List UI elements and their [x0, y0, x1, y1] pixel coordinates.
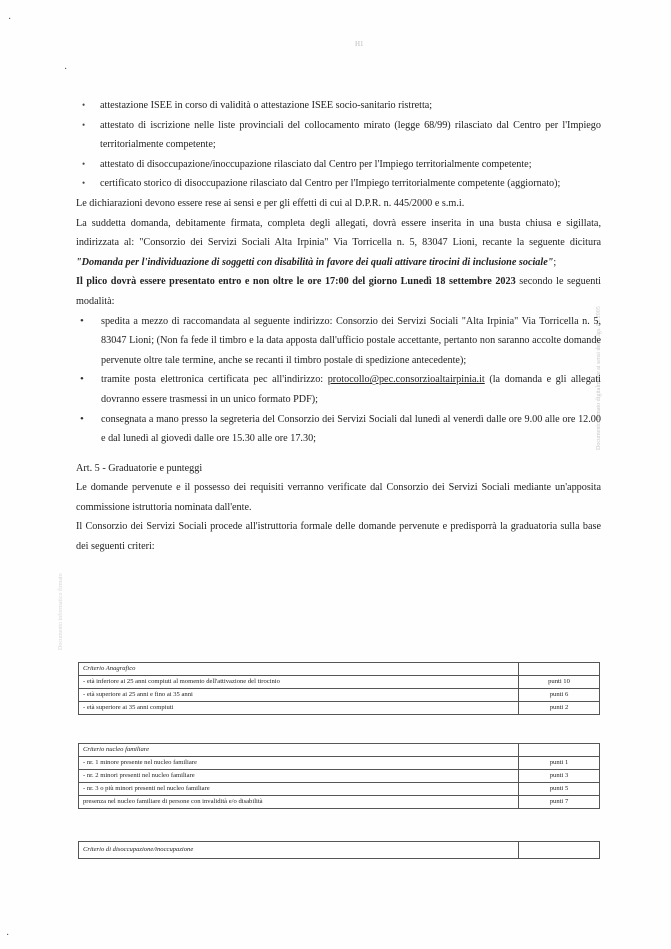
- paragraph-busta: La suddetta domanda, debitamente firmata, completa degli allegati, dovrà essere inserita in una busta chiusa e sigillata, indirizzata al: "Consorzio dei Servizi Sociali Alta Irpinia" Via Torricella n. 5, 83047 Lioni, recante la seguente dicitura "Domanda per l'individuazione di soggetti con disabilità in favore dei quali attivare tirocini di inclusione sociale";: [76, 217, 601, 268]
- table-row: - età superiore ai 35 anni compiuti punti 2: [79, 702, 600, 715]
- bullet-icon: •: [82, 158, 86, 169]
- bullet-icon: •: [82, 178, 86, 189]
- paragraph-dpr: Le dichiarazioni devono essere rese ai sensi e per gli effetti di cui al D.P.R. n. 445/2000 e s.m.i.: [76, 197, 465, 209]
- list-item: • attestato di iscrizione nelle liste provinciali del collocamento mirato (legge 68/99) rilasciato dal Centro per l'Impiego territorialmente competente;: [76, 116, 601, 155]
- document-body: [76, 96, 601, 557]
- criteria-table-anagrafico: [78, 662, 600, 715]
- scan-mark: ·: [6, 930, 10, 941]
- bullet-icon: •: [80, 373, 84, 386]
- table-row: - nr. 1 minore presente nel nucleo familiare punti 1: [79, 757, 600, 770]
- required-documents-list: [76, 96, 601, 194]
- table-row: presenza nel nucleo familiare di persone con invalidità e/o disabilità punti 7: [79, 796, 600, 809]
- criteria-table-nucleo: [78, 743, 600, 809]
- digital-signature-stamp: Documento firmato digitalmente ai sensi del D.lgs. 82/2005: [596, 306, 602, 450]
- bullet-icon: •: [80, 314, 84, 327]
- deadline: Il plico dovrà essere presentato entro e non oltre le ore 17:00 del giorno Lunedì 18 settembre 2023: [76, 276, 516, 288]
- paragraph-art5-1: Le domande pervenute e il possesso dei requisiti verranno verificate dal Consorzio dei Servizi Sociali mediante un'apposita commissione istruttoria nominata dall'ente.: [76, 482, 601, 513]
- list-item: • attestazione ISEE in corso di validità o attestazione ISEE socio-sanitario ristretta;: [76, 96, 601, 116]
- table-header: Criterio nucleo familiare: [79, 744, 519, 757]
- header-mark: H1: [355, 40, 364, 48]
- list-item: • spedita a mezzo di raccomandata al seguente indirizzo: Consorzio dei Servizi Sociali "Alta Irpinia" Via Torricella n. 5, 83047 Lioni; (Non fa fede il timbro e la data apposta dall'ufficio postale accettante, pertanto non saranno accolte domande pervenute oltre tale termine, anche se recanti il timbro postale di spedizione antecedente);: [76, 312, 601, 371]
- pec-email-link[interactable]: protocollo@pec.consorzioaltairpinia.it: [327, 374, 485, 386]
- paragraph-art5-2: Il Consorzio dei Servizi Sociali procede all'istruttoria formale delle domande pervenute e predisporrà la graduatoria sulla base dei seguenti criteri:: [76, 521, 601, 553]
- delivery-methods-list: [76, 312, 601, 449]
- table-header: Criterio Anagrafico: [79, 663, 519, 676]
- table-row: - età inferiore ai 25 anni compiuti al momento dell'attivazione del tirocinio punti 10: [79, 676, 600, 689]
- dicitura: "Domanda per l'individuazione di soggetti con disabilità in favore dei quali attivare tirocini di inclusione sociale": [76, 256, 554, 268]
- digital-signature-stamp-left: Documento informatico firmato: [58, 573, 64, 650]
- section-heading: Art. 5 - Graduatorie e punteggi: [76, 462, 203, 474]
- list-item: • certificato storico di disoccupazione rilasciato dal Centro per l'Impiego territorialmente competente (aggiornato);: [76, 174, 601, 194]
- table-row: - nr. 3 o più minori presenti nel nucleo familiare punti 5: [79, 783, 600, 796]
- table-row: - nr. 2 minori presenti nel nucleo familiare punti 3: [79, 770, 600, 783]
- bullet-icon: •: [82, 119, 86, 130]
- scan-mark: ·: [64, 64, 68, 75]
- table-header: Criterio di disoccupazione/inoccupazione: [79, 842, 519, 859]
- paragraph-plico: Il plico dovrà essere presentato entro e non oltre le ore 17:00 del giorno Lunedì 18 settembre 2023 secondo le seguenti modalità:: [76, 276, 601, 307]
- bullet-icon: •: [82, 100, 86, 110]
- criteria-table-disoccupazione: [78, 841, 600, 859]
- list-item: • attestato di disoccupazione/inoccupazione rilasciato dal Centro per l'Impiego territorialmente competente;: [76, 155, 601, 175]
- list-item: • tramite posta elettronica certificata pec all'indirizzo: protocollo@pec.consorzioaltairpinia.it (la domanda e gli allegati dovranno essere trasmessi in un unico formato PDF);: [76, 370, 601, 409]
- table-row: - età superiore ai 25 anni e fino ai 35 anni punti 6: [79, 689, 600, 702]
- list-item: • consegnata a mano presso la segreteria del Consorzio dei Servizi Sociali dal lunedì al venerdì dalle ore 9.00 alle ore 12.00 e dal lunedì al giovedì dalle ore 15.30 alle ore 17.30;: [76, 410, 601, 449]
- bullet-icon: •: [80, 412, 84, 425]
- scan-mark: ·: [8, 14, 12, 25]
